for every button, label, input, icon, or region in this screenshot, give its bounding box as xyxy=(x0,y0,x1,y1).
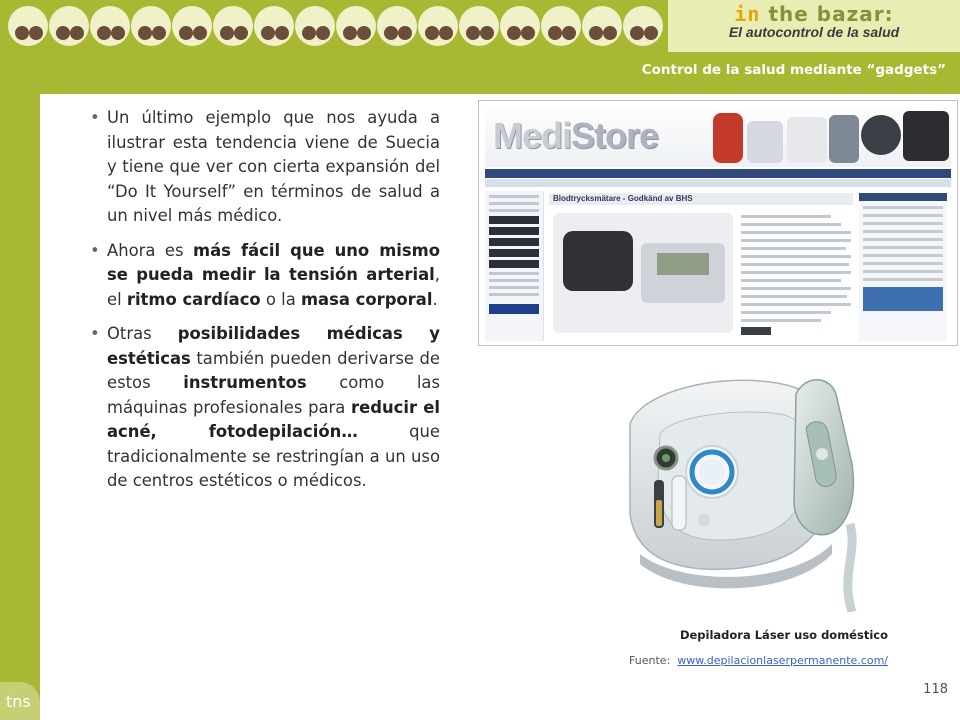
bullet-text: o la xyxy=(260,289,301,309)
brand-box xyxy=(668,0,960,52)
decorative-circle xyxy=(377,6,417,48)
brand-in: in xyxy=(734,2,761,26)
decorative-circle xyxy=(459,6,499,48)
brand-title-rest: the bazar: xyxy=(760,2,894,26)
bullet-emphasis: posibilidades médicas y estéticas xyxy=(107,324,440,368)
bullet-emphasis: masa corporal xyxy=(300,289,433,309)
decorative-circle xyxy=(90,6,130,48)
source-line xyxy=(540,654,888,667)
scale-image xyxy=(903,111,949,161)
decorative-circle xyxy=(336,6,376,48)
bullet-text: . xyxy=(432,289,438,309)
bullet-text: que tradicionalmente se restringían a un uso de centros estéticos o médicos. xyxy=(107,422,441,490)
decorative-circle xyxy=(582,6,622,48)
bullet-emphasis: ritmo cardíaco xyxy=(126,289,261,309)
medistore-header xyxy=(485,107,951,167)
tns-logo xyxy=(0,682,40,720)
medistore-screenshot xyxy=(478,100,958,346)
decorative-circles xyxy=(8,6,668,48)
bullet-list xyxy=(88,106,440,504)
bullet-item xyxy=(88,322,440,494)
bullet-text: Ahora es xyxy=(107,240,194,260)
visa-icon xyxy=(489,304,539,314)
decorative-circle xyxy=(623,6,663,48)
bullet-text: Otras xyxy=(107,324,178,343)
device-image xyxy=(747,121,783,163)
laser-device-image xyxy=(600,354,910,612)
decorative-circle xyxy=(131,6,171,48)
source-label: Fuente: xyxy=(629,654,671,667)
medistore-nav xyxy=(485,169,951,178)
bullet-text: como las máquinas profesionales para xyxy=(107,373,440,417)
medistore-logo xyxy=(493,115,658,157)
decorative-circle xyxy=(49,6,89,48)
tns-logo-text: tns xyxy=(6,692,31,711)
bullet-emphasis: reducir el acné, fotodepilación… xyxy=(107,397,440,441)
page-number: 118 xyxy=(923,682,948,697)
promo-banner xyxy=(863,287,943,311)
medistore-news-panel xyxy=(859,193,947,341)
bullet-text: Un último ejemplo que nos ayuda a ilustrar esta tendencia viene de Suecia y tiene que ver con cierta expansión del “Do It Yourself” en términos de salud a un nivel más médico. xyxy=(107,108,440,225)
blood-pressure-monitor-image xyxy=(553,213,733,333)
image-caption: Depiladora Láser uso doméstico xyxy=(679,628,888,642)
left-band xyxy=(0,0,40,720)
medistore-sidebar xyxy=(485,191,544,341)
bullet-emphasis: más fácil que uno mismo se pueda medir la tensión arterial xyxy=(107,240,440,284)
medistore-subnav xyxy=(485,179,951,187)
bullet-emphasis: instrumentos xyxy=(183,373,307,392)
monitor-image xyxy=(787,117,827,163)
bullet-item xyxy=(88,239,440,313)
thermometer-image xyxy=(829,115,859,163)
section-title: Control de la salud mediante “gadgets” xyxy=(641,62,946,78)
logo-store: Store xyxy=(571,115,659,156)
decorative-circle xyxy=(541,6,581,48)
decorative-circle xyxy=(295,6,335,48)
brand-title xyxy=(668,2,960,26)
logo-medi: Medi xyxy=(493,115,572,156)
decorative-circle xyxy=(8,6,48,48)
bullet-text: también pueden derivarse de estos xyxy=(107,348,440,392)
heart-watch-image xyxy=(861,115,901,155)
source-link[interactable]: www.depilacionlaserpermanente.com/ xyxy=(677,654,888,667)
decorative-circle xyxy=(500,6,540,48)
decorative-circle xyxy=(172,6,212,48)
decorative-circle xyxy=(254,6,294,48)
bullet-item xyxy=(88,106,440,229)
bullet-text: , el xyxy=(107,265,440,309)
medistore-product-title: Blodtrycksmätare - Godkänd av BHS xyxy=(549,193,853,205)
otoscope-image xyxy=(713,113,743,163)
decorative-circle xyxy=(418,6,458,48)
decorative-circle xyxy=(213,6,253,48)
brand-subtitle: El autocontrol de la salud xyxy=(728,24,900,40)
